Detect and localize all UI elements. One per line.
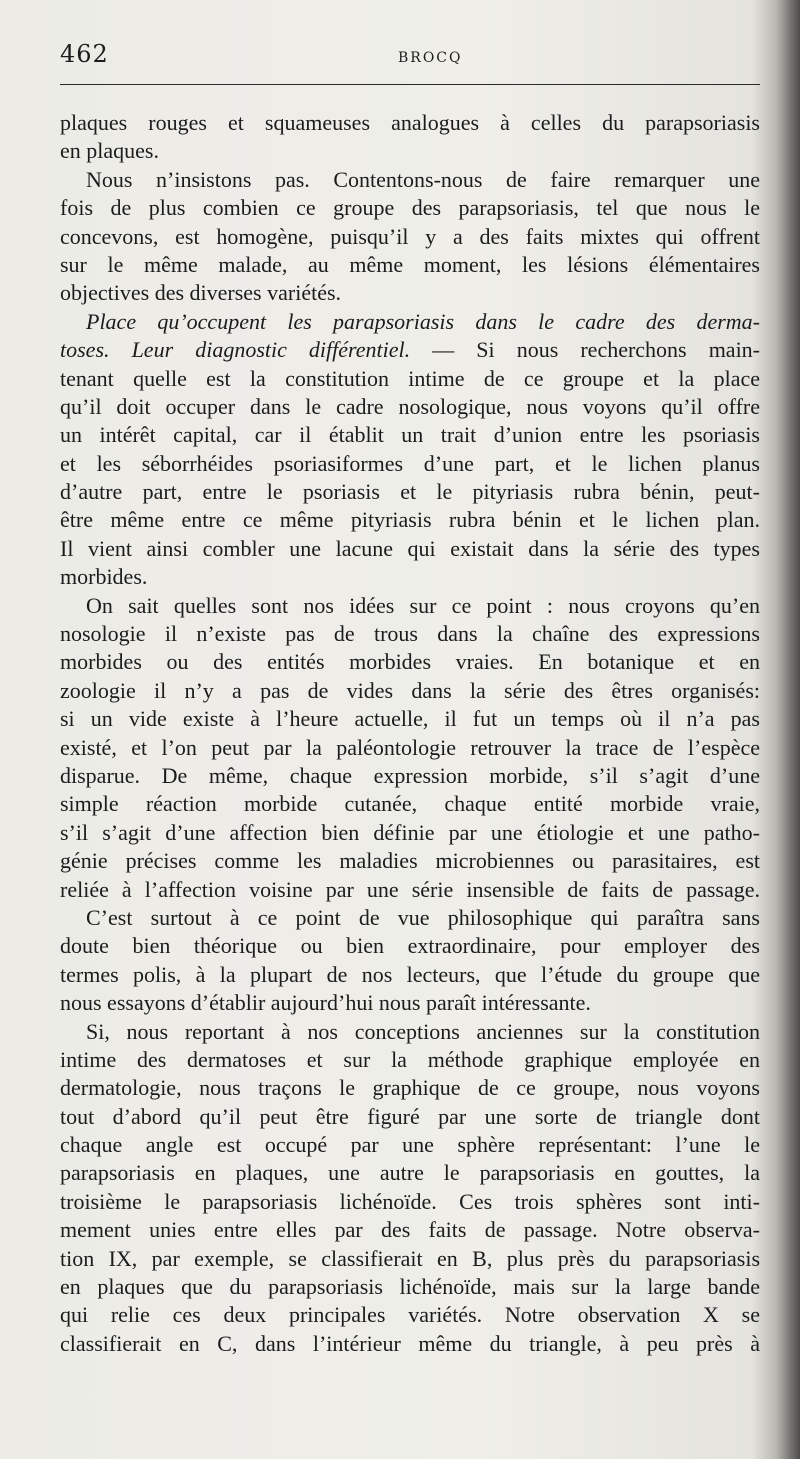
section-heading-line: Place qu’occupent les parapsoriasis dans le cadre des derma- (86, 308, 760, 334)
running-head: BROCQ (398, 50, 463, 66)
text-line: On sait quelles sont nos idées sur ce point : nous croyons qu’en (86, 592, 760, 618)
text-line: Il vient ainsi combler une lacune qui existait dans la série des types (60, 535, 760, 561)
page-number: 462 (60, 40, 109, 68)
text-line: en plaques. (60, 138, 159, 164)
section-heading-end: toses. Leur diagnostic différentiel. (60, 337, 411, 363)
text-line: être même entre ce même pityriasis rubra bénin et le lichen plan. (60, 507, 760, 533)
text-line: Si, nous reportant à nos conceptions anciennes sur la constitution (86, 1018, 760, 1044)
text-line: C’est surtout à ce point de vue philosophique qui paraîtra sans (86, 904, 760, 930)
text-line: objectives des diverses variétés. (60, 280, 342, 306)
body-text (60, 109, 760, 1358)
text-line: si un vide existe à l’heure actuelle, il fut un temps où il n’a pas (60, 706, 760, 732)
text-line: zoologie il n’y a pas de vides dans la série des êtres organisés: (60, 677, 760, 703)
text-line: tenant quelle est la constitution intime de ce groupe et la place (60, 365, 760, 391)
text-line: qui relie ces deux principales variétés. Notre observation X se (60, 1302, 760, 1328)
text-line: disparue. De même, chaque expression morbide, s’il s’agit d’une (60, 762, 760, 788)
text-line: et les séborrhéides psoriasiformes d’une part, et le lichen planus (60, 450, 760, 476)
text-line: tion IX, par exemple, se classifierait en B, plus près du parapsoriasis (60, 1245, 760, 1271)
text-line: génie précises comme les maladies microbiennes ou parasitaires, est (60, 848, 760, 874)
text-line: classifierait en C, dans l’intérieur même du triangle, à peu près à (60, 1330, 760, 1356)
text-line: en plaques que du parapsoriasis lichénoïde, mais sur la large bande (60, 1274, 760, 1300)
text-line: tout d’abord qu’il peut être figuré par une sorte de triangle dont (60, 1103, 760, 1129)
text-line: fois de plus combien ce groupe des parapsoriasis, tel que nous le (60, 195, 760, 221)
text-line: s’il s’agit d’une affection bien définie par une étiologie et une patho- (60, 819, 760, 845)
page-header (60, 40, 760, 80)
text-line: parapsoriasis en plaques, une autre le parapsoriasis en gouttes, la (60, 1160, 760, 1186)
text-line: intime des dermatoses et sur la méthode graphique employée en (60, 1046, 760, 1072)
text-line: qu’il doit occuper dans le cadre nosologique, nous voyons qu’il offre (60, 393, 760, 419)
text-line: termes polis, à la plupart de nos lecteurs, que l’étude du groupe que (60, 961, 760, 987)
text-line: d’autre part, entre le psoriasis et le pityriasis rubra bénin, peut- (60, 479, 760, 505)
text-line: existé, et l’on peut par la paléontologie retrouver la trace de l’espèce (60, 734, 760, 760)
text-line: morbides. (60, 564, 148, 590)
text-line-continuation: — Si nous recherchons main- (410, 337, 760, 363)
text-line: un intérêt capital, car il établit un trait d’union entre les psoriasis (60, 422, 760, 448)
header-rule (60, 84, 760, 85)
text-line: Nous n’insistons pas. Contentons-nous de faire remarquer une (86, 166, 760, 192)
text-line: troisième le parapsoriasis lichénoïde. Ces trois sphères sont inti- (60, 1188, 760, 1214)
text-line: nosologie il n’existe pas de trous dans la chaîne des expressions (60, 621, 760, 647)
section-heading-line-2 (60, 336, 760, 364)
text-line: sur le même malade, au même moment, les lésions élémentaires (60, 251, 760, 277)
text-line: reliée à l’affection voisine par une série insensible de faits de passage. (60, 876, 760, 902)
text-line: plaques rouges et squameuses analogues à celles du parapsoriasis (60, 110, 760, 135)
text-line: concevons, est homogène, puisqu’il y a des faits mixtes qui offrent (60, 223, 760, 249)
text-line: dermatologie, nous traçons le graphique de ce groupe, nous voyons (60, 1075, 760, 1101)
text-line: chaque angle est occupé par une sphère représentant: l’une le (60, 1132, 760, 1158)
text-line: simple réaction morbide cutanée, chaque entité morbide vraie, (60, 791, 760, 817)
text-line: doute bien théorique ou bien extraordinaire, pour employer des (60, 933, 760, 959)
text-line: morbides ou des entités morbides vraies. En botanique et en (60, 649, 760, 675)
text-line: nous essayons d’établir aujourd’hui nous paraît intéressante. (60, 990, 591, 1016)
text-line: mement unies entre elles par des faits de passage. Notre observa- (60, 1217, 760, 1243)
